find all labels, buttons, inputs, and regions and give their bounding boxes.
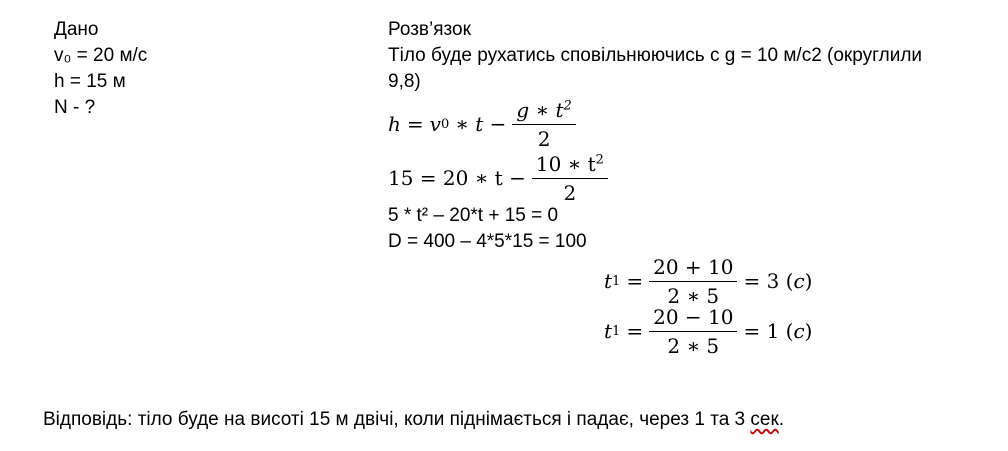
given-title: Дано: [54, 19, 99, 40]
eq1-frac-den: 2: [537, 126, 551, 151]
answer-text: Відповідь: тіло буде на висоті 15 м двічі, коли піднімається і падає, через 1 та 3: [43, 409, 751, 430]
eq1-fraction: [512, 98, 575, 151]
answer-underlined-word: сек: [750, 409, 779, 430]
given-height: h = 15 м: [54, 71, 126, 92]
root1-close: ): [804, 269, 813, 293]
root2-unit: с: [793, 319, 805, 343]
root1-result: = 3 (: [743, 269, 794, 293]
eq1-equals: =: [406, 112, 424, 136]
root1-equals: =: [626, 269, 644, 293]
root2-close: ): [804, 319, 813, 343]
equation-quadratic: 5 * t² – 20*t + 15 = 0: [388, 205, 559, 226]
eq1-frac-exp: 2: [563, 97, 572, 113]
eq1-frac-num: g ∗ t: [516, 97, 564, 122]
equation-substituted: [388, 152, 614, 204]
solution-intro-line1: Тіло буде рухатись сповільнюючись с g = 10 м/с2 (округлили: [388, 45, 923, 66]
root1-num: 20 + 10: [653, 254, 734, 279]
solution-intro-line2: 9,8): [388, 71, 421, 92]
root2-equals: =: [626, 319, 644, 343]
root2-sub: 1: [612, 323, 621, 339]
eq1-rhs: ∗ t −: [455, 112, 507, 136]
eq2-frac-exp: 2: [595, 151, 604, 167]
eq1-v-sub: 0: [440, 116, 450, 132]
equation-motion: [388, 98, 582, 150]
root1-den: 2 ∗ 5: [667, 283, 720, 308]
root1-var: t: [604, 269, 613, 293]
given-unknown: N - ?: [54, 97, 96, 118]
root1-fraction: [649, 255, 737, 308]
root2-num: 20 − 10: [653, 304, 734, 329]
root2-den: 2 ∗ 5: [667, 333, 720, 358]
solution-title: Розв’язок: [388, 19, 471, 40]
root2-fraction: [649, 305, 737, 358]
answer-line: [43, 407, 784, 433]
eq2-fraction: [532, 152, 608, 205]
root1-sub: 1: [612, 273, 621, 289]
root2-var: t: [604, 319, 613, 343]
eq2-lhs: 15 = 20 ∗ t −: [388, 166, 526, 190]
eq2-frac-num: 10 ∗ t: [535, 151, 596, 176]
eq1-v: v: [429, 112, 441, 136]
eq1-lhs: h: [388, 112, 401, 136]
answer-period: .: [778, 409, 785, 430]
given-velocity: v₀ = 20 м/с: [54, 45, 148, 66]
equation-discriminant: D = 400 – 4*5*15 = 100: [388, 231, 587, 252]
root-first: [604, 254, 812, 308]
root1-unit: с: [793, 269, 805, 293]
root2-result: = 1 (: [743, 319, 794, 343]
eq2-frac-den: 2: [563, 180, 577, 205]
root-second: [604, 304, 812, 358]
